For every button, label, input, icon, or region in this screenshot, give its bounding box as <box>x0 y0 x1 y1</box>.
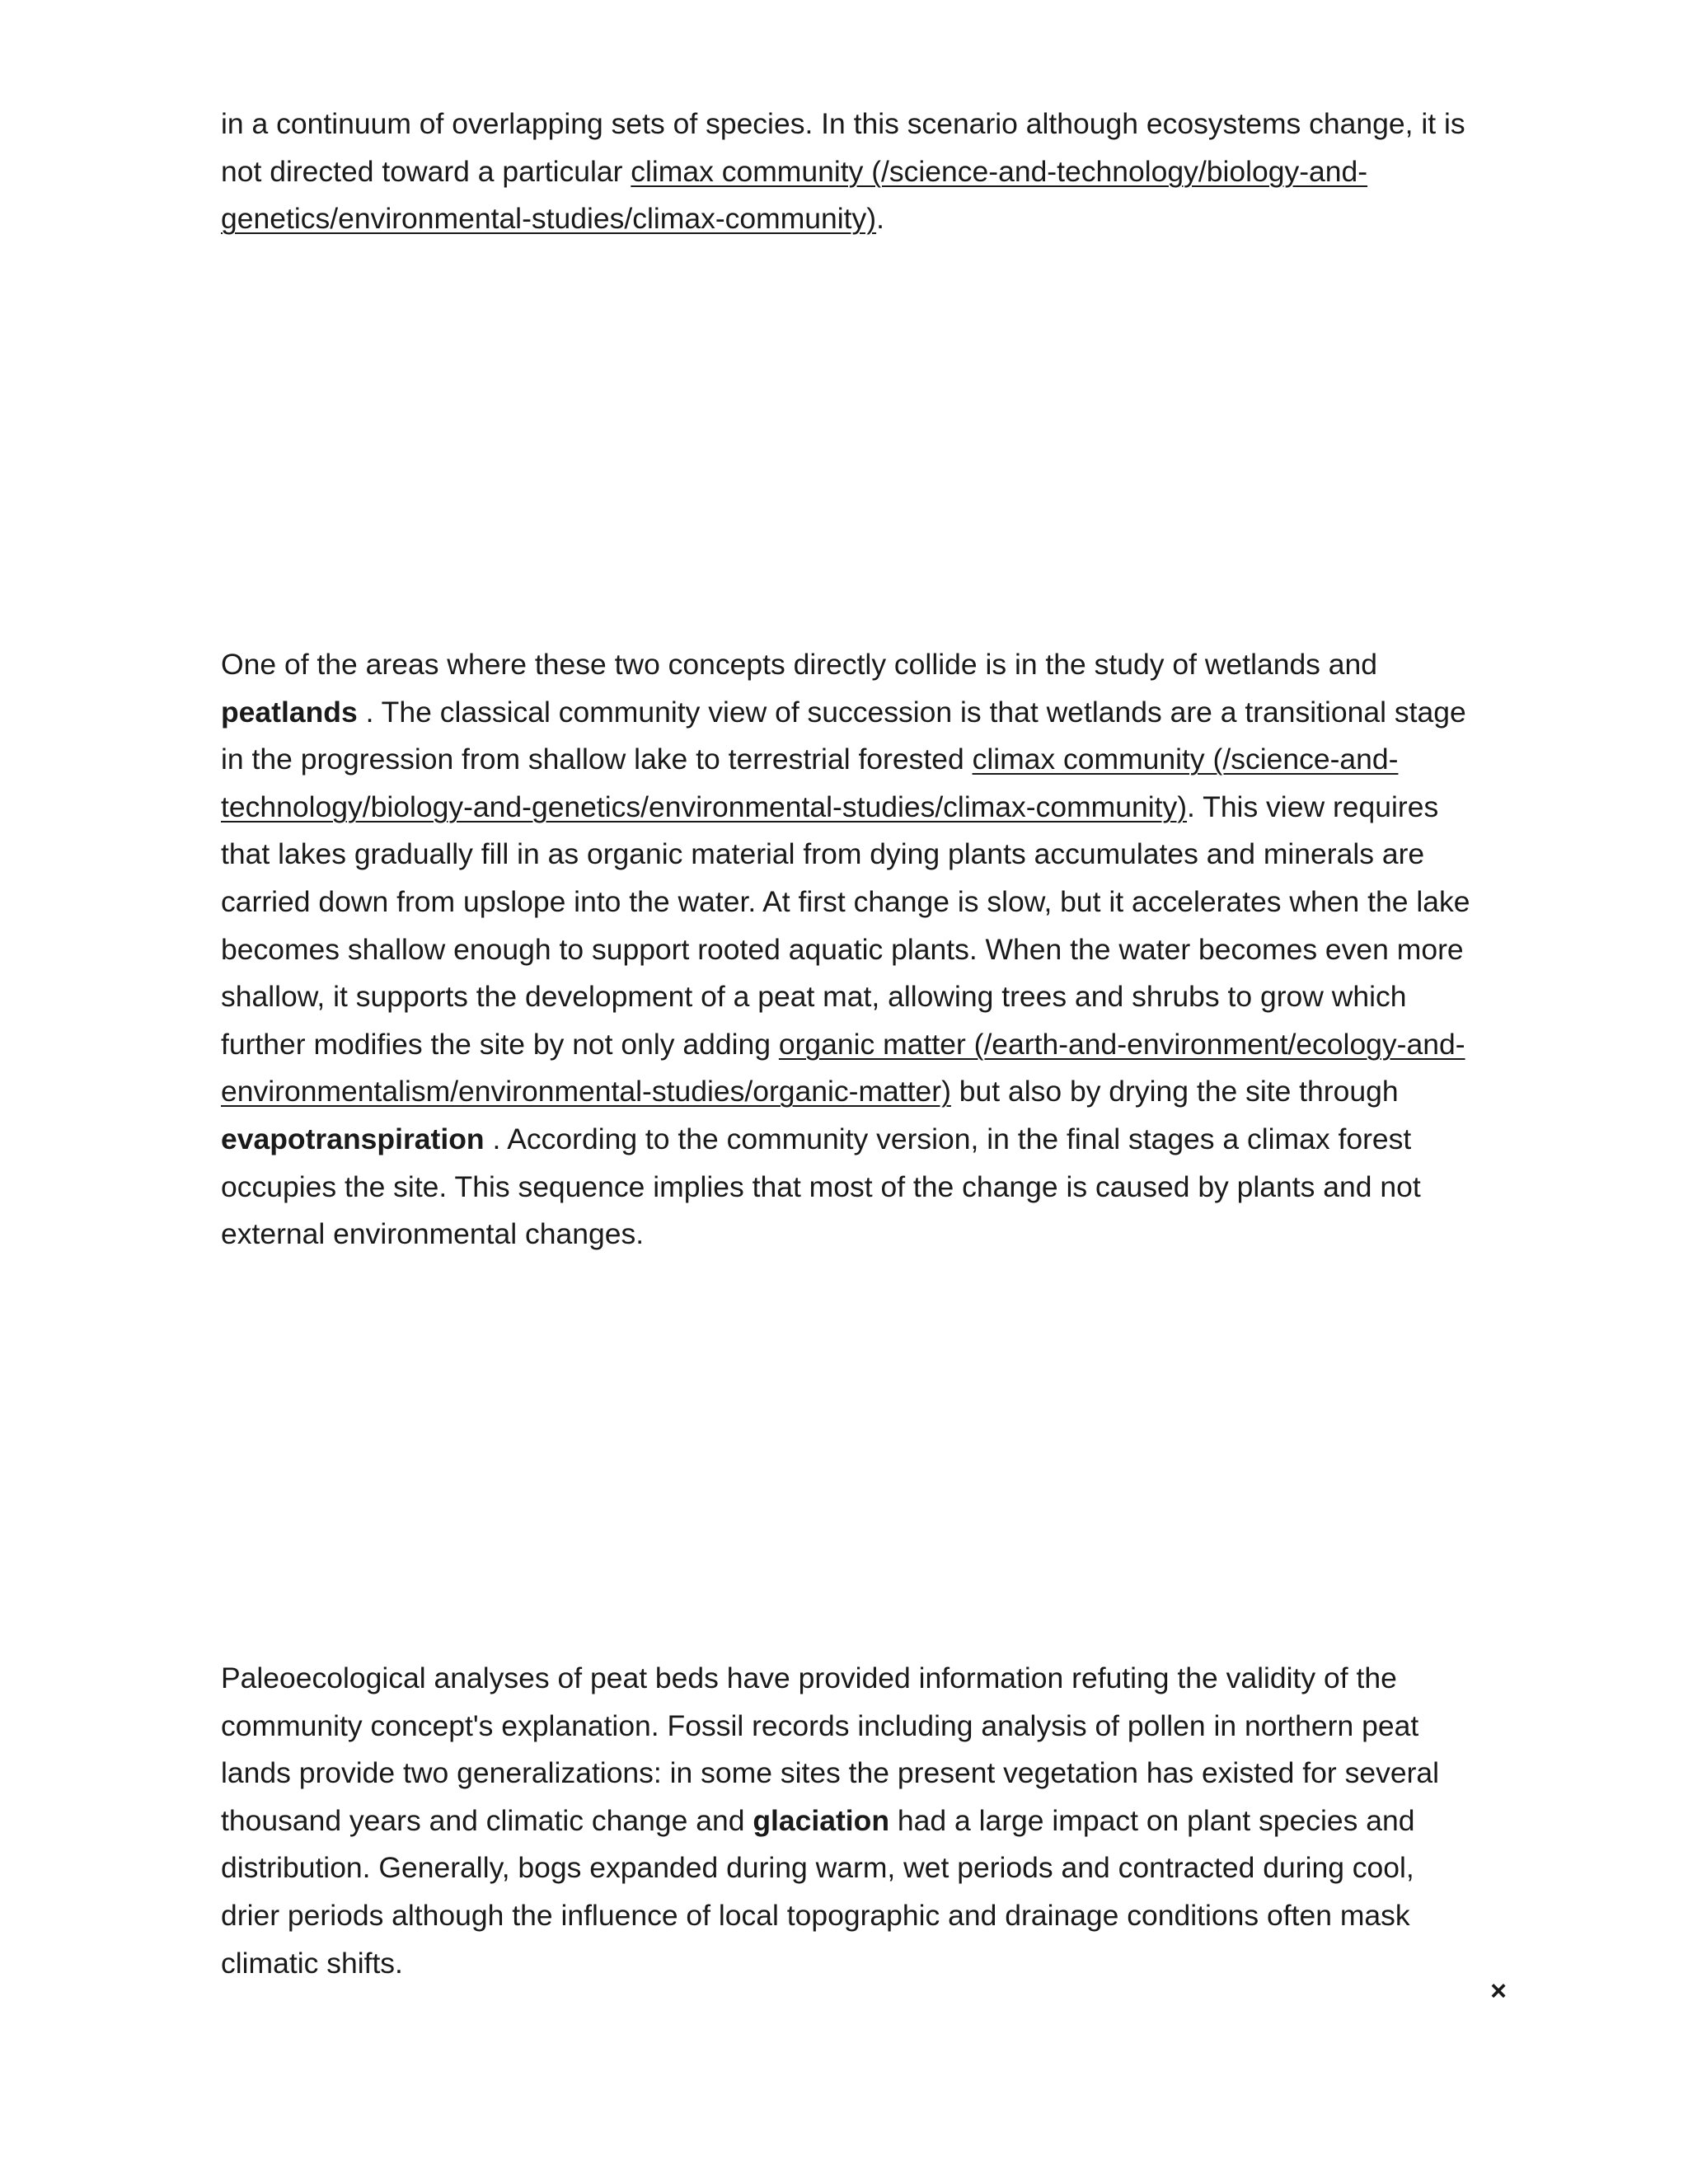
paragraph-text: . This view requires that lakes gradually fill in as organic material from dying plants accumulates and minerals are carried down from upslope into the water. At first change is slow, but it accelerates when the lake becomes shallow enough to support rooted aquatic plants. When the water becomes even more shallow, it supports the development of a peat mat, allowing trees and shrubs to grow which further modifies the site by not only adding <box>221 790 1470 1061</box>
paragraph-text: One of the areas where these two concepts directly collide is in the study of wetlands and <box>221 648 1378 681</box>
paragraph-text: . <box>876 202 884 236</box>
organic-matter-link[interactable]: organic matter (/earth-and-environment/ecology-and-environmentalism/environmental-studies/organic-matter) <box>221 1027 1465 1108</box>
paragraph-text: . The classical community view of succession is that wetlands are a transitional stage in the progression from shallow lake to terrestrial forested <box>221 695 1466 776</box>
term-evapotranspiration: evapotranspiration <box>221 1122 485 1155</box>
paragraph-wetlands <box>221 641 1474 1258</box>
paragraph-text: but also by drying the site through <box>950 1075 1399 1108</box>
term-peatlands: peatlands <box>221 695 358 729</box>
paragraph-paleoecology <box>221 1655 1474 1987</box>
paragraph-continuum <box>221 101 1474 243</box>
climax-community-link[interactable]: climax community (/science-and-technology/biology-and-genetics/environmental-studies/climax-community) <box>221 743 1399 823</box>
close-button[interactable] <box>1482 1975 1515 2008</box>
paragraph-text: . According to the community version, in the final stages a climax forest occupies the site. This sequence implies that most of the change is caused by plants and not external environmental changes. <box>221 1122 1421 1251</box>
paragraph-text: had a large impact on plant species and distribution. Generally, bogs expanded during warm, wet periods and contracted during cool, drier periods although the influence of local topographic and drainage conditions often mask climatic shifts. <box>221 1803 1415 1980</box>
close-icon: × <box>1490 1975 1507 2007</box>
paragraph-text: Paleoecological analyses of peat beds have provided information refuting the validity of the community concept's explanation. Fossil records including analysis of pollen in northern peat lands provide two generalizations: in some sites the present vegetation has existed for several thousand years and climatic change and <box>221 1661 1440 1837</box>
term-glaciation: glaciation <box>753 1803 890 1837</box>
climax-community-link[interactable]: climax community (/science-and-technology/biology-and-genetics/environmental-studies/climax-community) <box>221 154 1368 236</box>
paragraph-text: in a continuum of overlapping sets of species. In this scenario although ecosystems change, it is not directed toward a particular <box>221 107 1465 188</box>
